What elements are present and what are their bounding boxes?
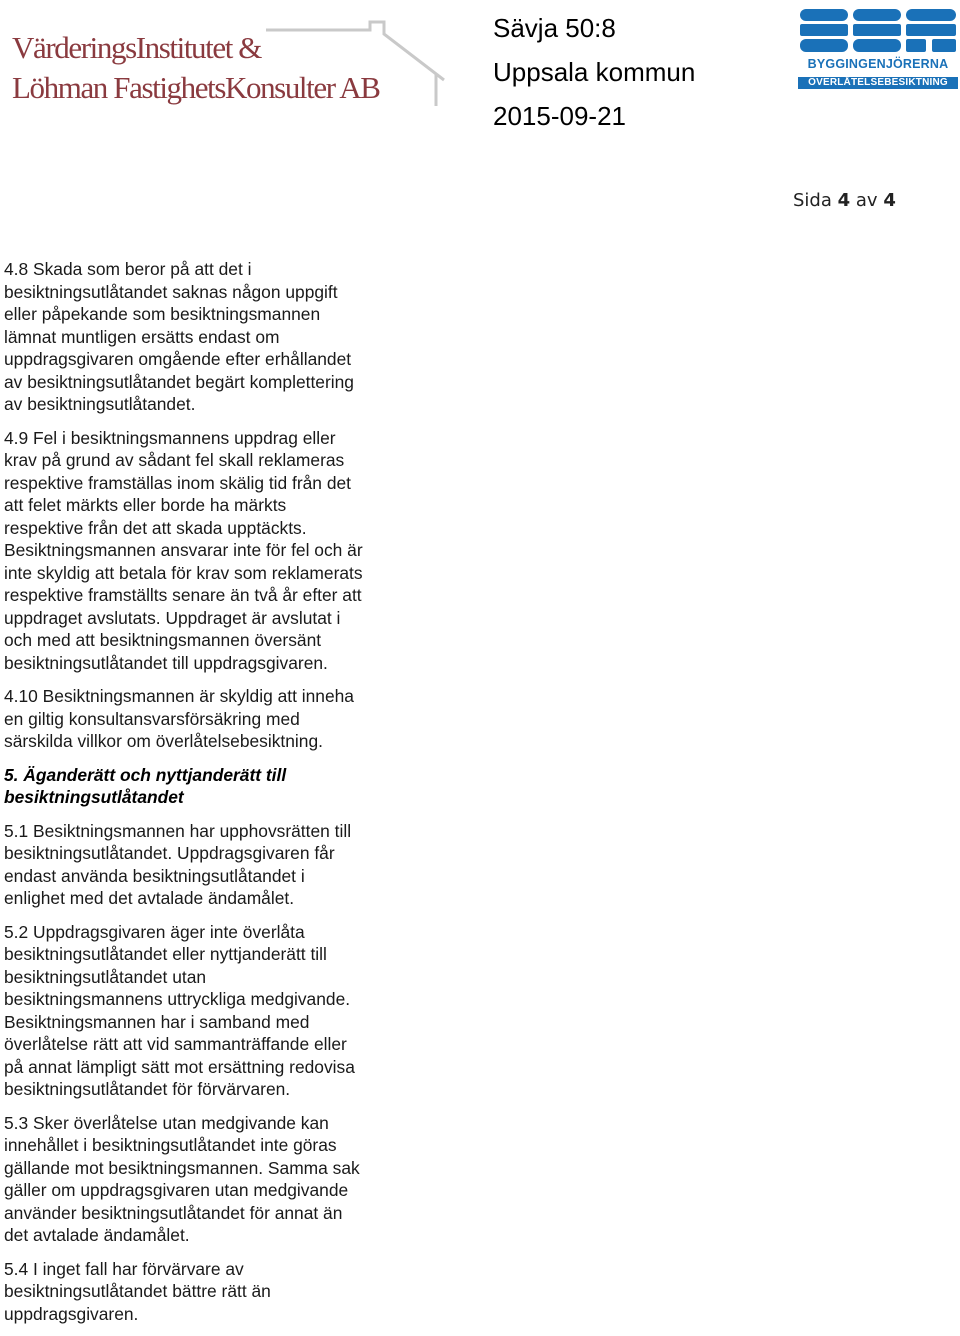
company-logo	[4, 8, 452, 108]
document-header-info	[493, 6, 695, 138]
paragraph-4-9: 4.9 Fel i besiktningsmannens uppdrag eller krav på grund av sådant fel skall reklameras respektive framställas inom skälig tid från det att felet märkts eller borde ha märkts respektive från det att skada upptäckts. Besiktningsmannen ansvarar inte för fel och är inte skyldig att betala för krav som reklamerats respektive framställts senare än två år efter att uppdraget avslutats. Uppdraget är avslutat i och med att besiktningsmannen översänt besiktningsutlåtandet till uppdragsgivaren.	[4, 427, 363, 673]
sbr-name: BYGGINGENJÖRERNA	[807, 57, 949, 71]
paragraph-5-2: 5.2 Uppdragsgivaren äger inte överlåta besiktningsutlåtandet eller nyttjanderätt till besiktningsutlåtandet utan besiktningsmannens uttryckliga medgivande. Besiktningsmannen har i samband med överlåtelse rätt att vid sammanträffande eller på annat lämpligt sätt mot ersättning redovisa besiktningsutlåtandet för förvärvaren.	[4, 921, 355, 1099]
property-designation: Sävja 50:8	[493, 13, 616, 43]
sbr-logo	[798, 8, 958, 92]
municipality: Uppsala kommun	[493, 57, 696, 87]
paragraph-5-3: 5.3 Sker överlåtelse utan medgivande kan innehållet i besiktningsutlåtandet inte göras gällande mot besiktningsmannen. Samma sak gäller om uppdragsgivaren utan medgivande använder besiktningsutlåtandet för annat än det avtalade ändamålet.	[4, 1112, 360, 1245]
page-number-current: 4	[837, 190, 851, 211]
sbr-monogram-icon	[798, 8, 958, 54]
page-number-prefix: Sida	[793, 190, 832, 211]
document-body	[4, 258, 424, 1336]
page-number	[793, 190, 896, 211]
company-name-line-1: VärderingsInstitutet &	[12, 30, 262, 65]
sbr-tagline: ÖVERLÅTELSEBESIKTNING	[798, 77, 958, 89]
section-5-heading: 5. Äganderätt och nyttjanderätt till besiktningsutlåtandet	[4, 764, 287, 807]
company-name-line-2: Löhman FastighetsKonsulter AB	[12, 70, 380, 105]
paragraph-5-1: 5.1 Besiktningsmannen har upphovsrätten till besiktningsutlåtandet. Uppdragsgivaren får endast använda besiktningsutlåtandet i enlighet med det avtalade ändamålet.	[4, 820, 352, 908]
paragraph-5-4: 5.4 I inget fall har förvärvare av besiktningsutlåtandet bättre rätt än uppdragsgivaren.	[4, 1258, 271, 1324]
inspection-date: 2015-09-21	[493, 101, 626, 131]
page-number-separator: av	[855, 190, 878, 211]
paragraph-4-8: 4.8 Skada som beror på att det i besiktningsutlåtandet saknas någon uppgift eller påpekande som besiktningsmannen lämnat muntligen ersätts endast om uppdragsgivaren omgående efter erhållandet av besiktningsutlåtandet begärt komplettering av besiktningsutlåtandet.	[4, 259, 354, 414]
page-number-total: 4	[883, 190, 896, 211]
paragraph-4-10: 4.10 Besiktningsmannen är skyldig att inneha en giltig konsultansvarsförsäkring med särskilda villkor om överlåtelsebesiktning.	[4, 686, 354, 751]
